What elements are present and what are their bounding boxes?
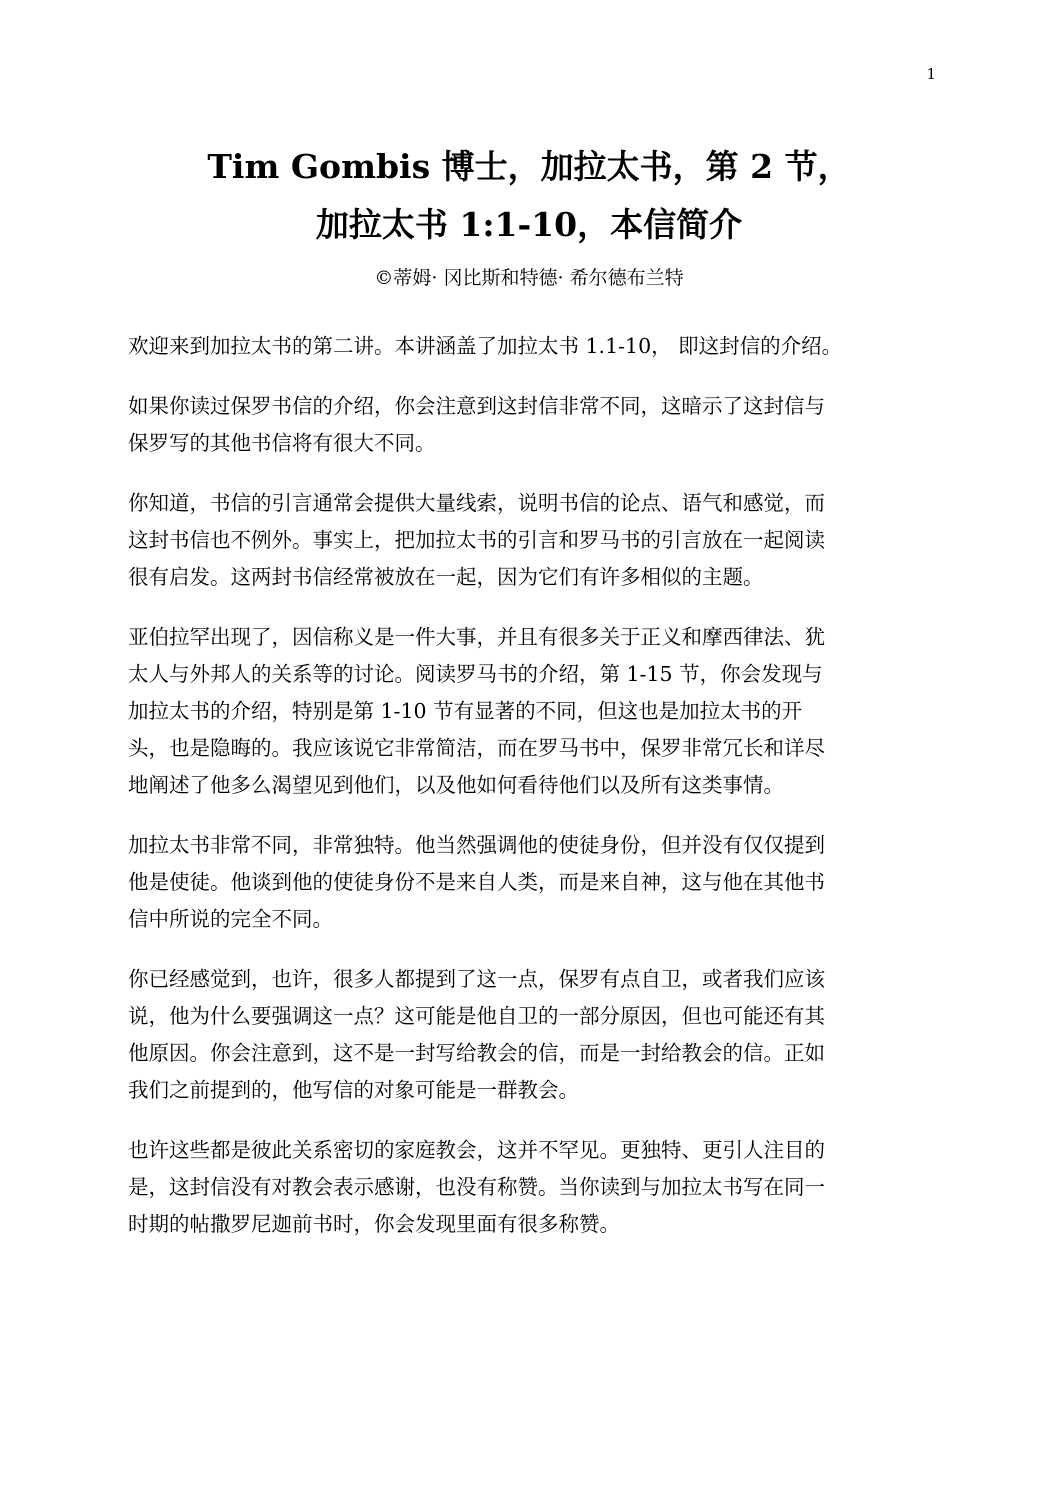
paragraph-7 xyxy=(128,1132,918,1243)
paragraph-line: 你已经感觉到，也许，很多人都提到了这一点，保罗有点自卫，或者我们应该 xyxy=(128,967,825,991)
paragraph-line: 亚伯拉罕出现了，因信称义是一件大事，并且有很多关于正义和摩西律法、犹 xyxy=(128,625,825,649)
paragraph-line: 保罗写的其他书信将有很大不同。 xyxy=(128,431,436,455)
title-line-2: 加拉太书 1:1-10，本信简介 xyxy=(315,205,743,244)
paragraph-line: 他原因。你会注意到，这不是一封写给教会的信，而是一封给教会的信。正如 xyxy=(128,1041,825,1065)
paragraph-line: 是，这封信没有对教会表示感谢，也没有称赞。当你读到与加拉太书写在同一 xyxy=(128,1175,825,1199)
paragraph-line: 说，他为什么要强调这一点？这可能是他自卫的一部分原因，但也可能还有其 xyxy=(128,1004,825,1028)
paragraph-line: 也许这些都是彼此关系密切的家庭教会，这并不罕见。更独特、更引人注目的 xyxy=(128,1138,825,1162)
paragraph-line: 我们之前提到的，他写信的对象可能是一群教会。 xyxy=(128,1078,579,1102)
paragraph-line: 加拉太书的介绍，特别是第 1-10 节有显著的不同，但这也是加拉太书的开 xyxy=(128,699,803,723)
paragraph-line: 你知道，书信的引言通常会提供大量线索，说明书信的论点、语气和感觉，而 xyxy=(128,491,825,515)
paragraph-line: 地阐述了他多么渴望见到他们，以及他如何看待他们以及所有这类事情。 xyxy=(128,773,784,797)
title-line-1: Tim Gombis 博士，加拉太书，第 2 节， xyxy=(207,147,851,186)
copyright-byline: ©蒂姆· 冈比斯和特德· 希尔德布兰特 xyxy=(374,267,684,289)
paragraph-line: 信中所说的完全不同。 xyxy=(128,907,333,931)
paragraph-line: 太人与外邦人的关系等的讨论。阅读罗马书的介绍，第 1-15 节，你会发现与 xyxy=(128,662,823,686)
paragraph-line: 很有启发。这两封书信经常被放在一起，因为它们有许多相似的主题。 xyxy=(128,565,764,589)
paragraph-line: 他是使徒。他谈到他的使徒身份不是来自人类，而是来自神，这与他在其他书 xyxy=(128,870,825,894)
paragraph-6 xyxy=(128,961,918,1109)
page-number: 1 xyxy=(926,65,936,83)
paragraph-line: 欢迎来到加拉太书的第二讲。本讲涵盖了加拉太书 1.1-10， 即这封信的介绍。 xyxy=(128,334,843,358)
paragraph-line: 加拉太书非常不同，非常独特。他当然强调他的使徒身份，但并没有仅仅提到 xyxy=(128,833,825,857)
paragraph-line: 如果你读过保罗书信的介绍，你会注意到这封信非常不同，这暗示了这封信与 xyxy=(128,394,825,418)
paragraph-4 xyxy=(128,619,918,804)
paragraph-2 xyxy=(128,388,918,462)
paragraph-1 xyxy=(128,328,918,365)
paragraph-line: 这封书信也不例外。事实上，把加拉太书的引言和罗马书的引言放在一起阅读 xyxy=(128,528,825,552)
paragraph-3 xyxy=(128,485,918,596)
paragraph-line: 头，也是隐晦的。我应该说它非常简洁，而在罗马书中，保罗非常冗长和详尽 xyxy=(128,736,825,760)
document-title xyxy=(80,138,978,254)
document-body xyxy=(128,328,918,1266)
paragraph-5 xyxy=(128,827,918,938)
paragraph-line: 时期的帖撒罗尼迦前书时，你会发现里面有很多称赞。 xyxy=(128,1212,620,1236)
